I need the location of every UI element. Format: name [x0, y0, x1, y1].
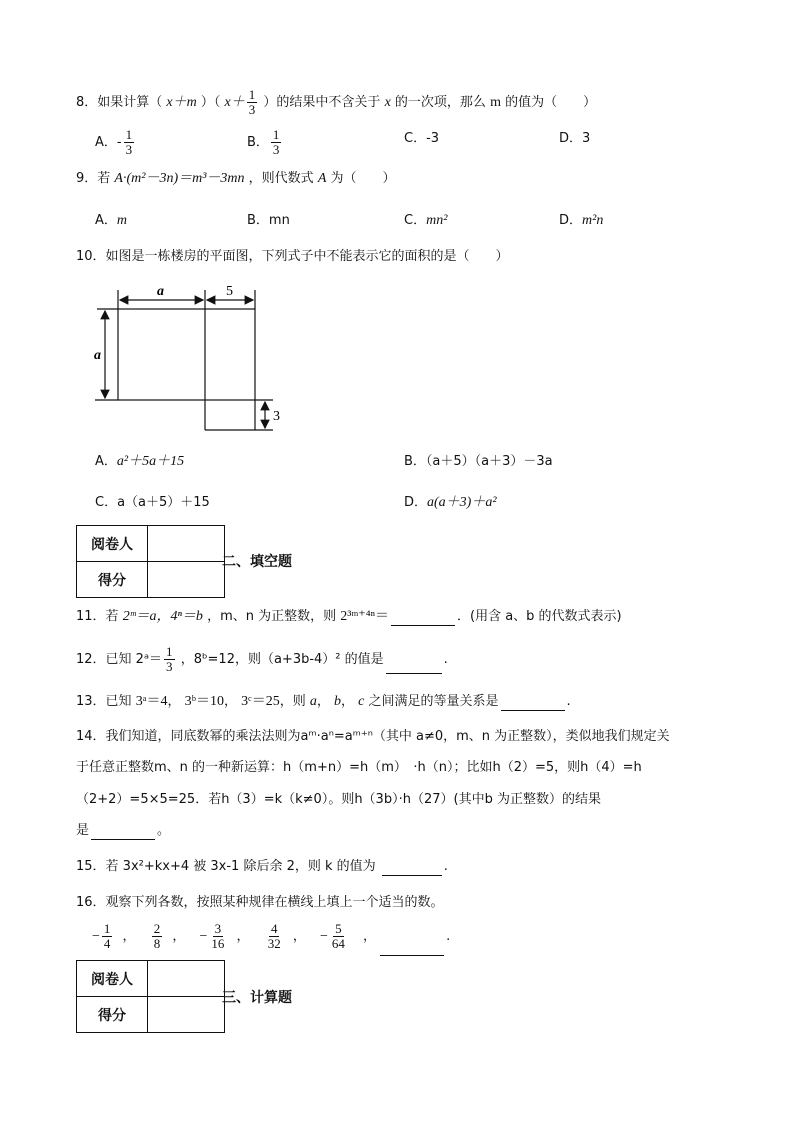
q9-prefix: 9．若 [76, 171, 111, 186]
score-cell-2[interactable] [148, 997, 225, 1033]
q8-var: x [384, 95, 391, 110]
q13-var-c: c [358, 694, 365, 709]
q8-frac-num: 1 [248, 87, 256, 102]
q11-cond: 2ᵐ＝a，4ⁿ＝b [122, 609, 203, 624]
q9-suffix2: 为（ ） [330, 171, 396, 186]
q8-b-label: B． [247, 135, 269, 150]
q15-answer-blank[interactable] [382, 875, 442, 876]
q9-d-val: m²n [582, 213, 604, 228]
q16-t3-den: 16 [211, 936, 225, 951]
reviewer-label-2: 阅卷人 [77, 961, 148, 997]
q16-sep2: ， [172, 929, 186, 944]
q16-t5-sign: − [320, 929, 328, 944]
label-top-5: 5 [226, 284, 233, 299]
q16-t2-den: 8 [153, 936, 161, 951]
q13-mid: ，则 [279, 694, 306, 709]
q13-suffix: 之间满足的等量关系是 [368, 694, 499, 709]
question-10: 10．如图是一栋楼房的平面图，下列式子中不能表示它的面积的是（ ） [76, 249, 509, 264]
q10-d-val: a(a＋3)＋a² [427, 495, 497, 510]
q8-factor1: x＋m [166, 95, 197, 110]
q9-a-label: A． [95, 213, 117, 228]
q9-c-label: C． [404, 213, 427, 228]
q9-c-val: mn² [426, 213, 448, 228]
q16-t4-den: 32 [267, 936, 281, 951]
score-label: 得分 [77, 562, 148, 598]
question-13: 13．已知 3ᵃ＝4， 3ᵇ＝10， 3ᶜ＝25，则 a， b， c 之间满足的等量关系是 . [76, 694, 571, 709]
question-14-line3: （2+2）=5×5=25．若h（3）=k（k≠0）。则h（3b）·h（27）(其中b 为正整数）的结果 [76, 792, 601, 807]
q12-answer-blank[interactable] [386, 673, 442, 674]
question-14-line4 [76, 822, 170, 840]
q8-factor2: x＋ [224, 95, 245, 110]
q8-option-c: C．-3 [404, 131, 440, 146]
q12-mid: ，8ᵇ=12，则（a+3b-4）² 的值是 [180, 652, 384, 667]
q11-suffix: ．(用含 a、b 的代数式表示) [457, 609, 622, 624]
question-15 [76, 858, 448, 876]
q16-sep4: ， [292, 929, 306, 944]
q12-suffix: . [443, 652, 448, 667]
q16-term-4 [266, 922, 283, 951]
q16-sep3: ， [236, 929, 250, 944]
q13-prefix: 13．已知 [76, 694, 132, 709]
q10-option-b: B．（a＋5）（a＋3）－3a [404, 454, 553, 469]
q8-b-den: 3 [272, 142, 280, 157]
q13-cond1: 3ᵃ＝4 [135, 694, 168, 709]
reviewer-cell[interactable] [148, 526, 225, 562]
floor-plan-figure [95, 280, 285, 440]
question-11 [76, 608, 622, 626]
q16-t4-num: 4 [270, 921, 278, 936]
q8-suffix2: 的一次项，那么 [394, 95, 486, 110]
q8-b-num: 1 [272, 127, 280, 142]
q11-expr: 2³ᵐ⁺⁴ⁿ＝ [340, 609, 389, 624]
q10-a-label: A． [95, 454, 117, 469]
section-3-title: 三、计算题 [222, 990, 292, 1006]
q16-t5-den: 64 [331, 936, 345, 951]
q13-answer-blank[interactable] [501, 710, 565, 711]
q16-sep1: ， [122, 929, 136, 944]
q11-prefix: 11．若 [76, 609, 119, 624]
q9-option-b: B．mn [247, 213, 290, 228]
q8-a-den: 3 [125, 142, 133, 157]
q8-option-a [95, 128, 136, 157]
q12-den: 3 [166, 659, 173, 674]
q16-t1-num: 1 [103, 921, 111, 936]
score-table-2 [76, 525, 225, 598]
q13-var-b: b [334, 694, 342, 709]
q8-b-frac [271, 128, 282, 157]
q8-frac-den: 3 [248, 102, 256, 117]
q13-end: . [566, 694, 571, 709]
q13-cond2: 3ᵇ＝10 [184, 694, 224, 709]
q10-a-val: a²＋5a＋15 [116, 454, 185, 469]
score-table-3 [76, 960, 225, 1033]
q8-option-d: D．3 [559, 131, 591, 146]
q14-line4b: 。 [157, 823, 171, 838]
section-2-title: 二、填空题 [222, 554, 292, 570]
q16-term-3 [209, 922, 226, 951]
question-9 [76, 170, 396, 188]
q16-term-2 [152, 922, 163, 951]
q9-expr: A·(m²－3n)＝m³－3mn [114, 171, 245, 186]
q16-end: . [446, 929, 451, 944]
q8-mid: ）（ [200, 95, 221, 110]
q15-suffix: . [443, 859, 448, 874]
question-16: 16．观察下列各数，按照某种规律在横线上填上一个适当的数。 [76, 895, 444, 910]
q11-answer-blank[interactable] [391, 625, 455, 626]
question-14-line2: 于任意正整数m、n 的一种新运算：h（m+n）=h（m） ·h（n）；比如h（2）=5，则h（4）=h [76, 760, 642, 775]
score-cell[interactable] [148, 562, 225, 598]
q9-option-a [95, 212, 127, 230]
q13-cond3: 3ᶜ＝25 [241, 694, 280, 709]
q8-prefix: 8．如果计算（ [76, 95, 163, 110]
q16-term-1 [102, 922, 113, 951]
q10-option-a [95, 453, 184, 471]
q12-prefix: 12．已知 2ᵃ＝ [76, 652, 163, 667]
q16-t3-num: 3 [214, 921, 222, 936]
q13-var-a: a [309, 694, 317, 709]
q8-a-label: A．- [95, 135, 122, 150]
q8-fraction [247, 88, 258, 117]
reviewer-cell-2[interactable] [148, 961, 225, 997]
q10-option-d [404, 494, 497, 512]
q9-a-val: m [116, 213, 128, 228]
q9-option-d [559, 212, 603, 230]
main-rect [118, 309, 255, 400]
q14-answer-blank[interactable] [91, 839, 155, 840]
q12-num: 1 [166, 644, 173, 659]
q16-t2-num: 2 [153, 921, 161, 936]
q8-suffix1: ）的结果中不含关于 [263, 95, 381, 110]
q12-fraction [164, 645, 175, 674]
q8-a-num: 1 [125, 127, 133, 142]
q16-t3-sign: − [199, 929, 208, 944]
question-8 [76, 88, 596, 117]
q16-sequence [92, 918, 450, 956]
q9-suffix: ，则代数式 [248, 171, 314, 186]
q9-d-label: D． [559, 213, 583, 228]
q16-t1-sign: − [92, 929, 100, 944]
q10-d-label: D． [404, 495, 428, 510]
q16-sep5: ， [363, 929, 377, 944]
label-left-a: a [94, 348, 101, 363]
q10-option-c: C．a（a＋5）＋15 [95, 495, 210, 510]
q16-term-5 [330, 922, 347, 951]
question-14-line1: 14．我们知道，同底数幂的乘法法则为aᵐ·aⁿ=aᵐ⁺ⁿ（其中 a≠0，m、n 为正整数），类似地我们规定关 [76, 729, 670, 744]
q16-t5-num: 5 [335, 921, 342, 936]
q8-suffix3: 的值为（ ） [505, 95, 597, 110]
q8-m: m [490, 95, 501, 110]
q9-var: A [317, 171, 327, 186]
reviewer-label: 阅卷人 [77, 526, 148, 562]
question-12 [76, 645, 448, 674]
q16-answer-blank[interactable] [380, 955, 444, 956]
q8-a-frac [124, 128, 135, 157]
q16-t1-den: 4 [103, 936, 111, 951]
q15-prefix: 15．若 3x²+kx+4 被 3x-1 除后余 2，则 k 的值为 [76, 859, 376, 874]
q14-line4a: 是 [76, 823, 90, 838]
q8-option-b [247, 128, 283, 157]
label-top-a: a [157, 284, 164, 299]
score-label-2: 得分 [77, 997, 148, 1033]
label-right-3: 3 [273, 409, 280, 424]
q9-option-c [404, 212, 447, 230]
q11-mid: ，m、n 为正整数，则 [207, 609, 337, 624]
